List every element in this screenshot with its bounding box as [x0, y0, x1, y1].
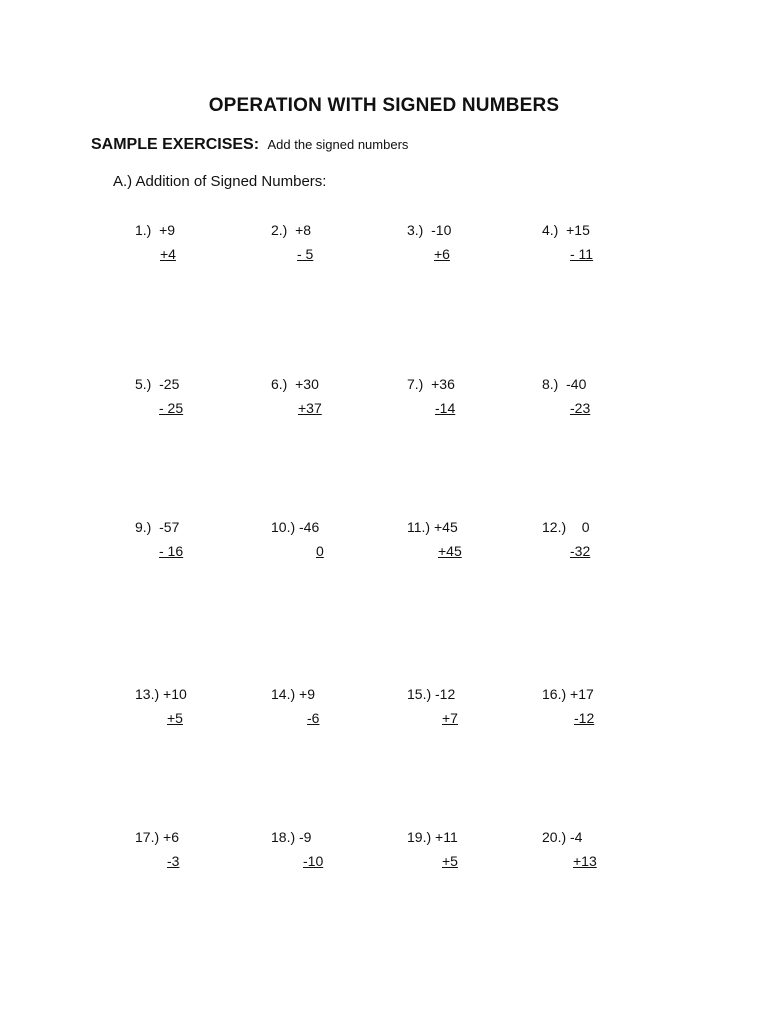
problem-number: 10.) [271, 519, 296, 535]
problem-second-operand: -14 [435, 400, 456, 416]
page-title: OPERATION WITH SIGNED NUMBERS [208, 95, 560, 116]
problem-7 [407, 372, 455, 420]
problem-first-operand: +11 [435, 829, 458, 845]
problem-12 [542, 515, 590, 563]
problem-number: 2.) [271, 222, 288, 238]
problem-first-operand: -25 [159, 376, 180, 392]
problem-8 [542, 372, 590, 420]
problem-first-operand: +10 [163, 686, 187, 702]
problem-first-operand: +6 [163, 829, 179, 845]
problem-first-operand: -40 [566, 376, 587, 392]
problem-number: 3.) [407, 222, 424, 238]
problem-second-operand: -12 [574, 710, 595, 726]
problem-number: 16.) [542, 686, 567, 702]
problem-number: 5.) [135, 376, 152, 392]
problem-number: 20.) [542, 829, 567, 845]
sample-exercises-header [91, 136, 408, 154]
problem-second-operand: 0 [316, 543, 324, 559]
problem-number: 9.) [135, 519, 152, 535]
problem-number: 12.) [542, 519, 567, 535]
problem-14 [271, 682, 319, 730]
problem-first-operand: +36 [431, 376, 455, 392]
problem-second-operand: -32 [570, 543, 591, 559]
problem-second-operand: - 16 [159, 543, 184, 559]
problem-6 [271, 372, 328, 420]
problem-first-operand: +45 [433, 519, 458, 535]
problem-first-operand: +9 [299, 686, 315, 702]
problem-second-operand: +4 [160, 246, 176, 262]
problem-number: 15.) [407, 686, 432, 702]
problem-13 [135, 682, 187, 730]
problem-second-operand: - 5 [297, 246, 314, 262]
problem-number: 1.) [135, 222, 152, 238]
problem-first-operand: -9 [299, 829, 312, 845]
problem-second-operand: -3 [167, 853, 180, 869]
problem-10 [271, 515, 330, 563]
problem-second-operand: +7 [442, 710, 458, 726]
problem-18 [271, 825, 323, 873]
problem-second-operand: +37 [298, 400, 322, 416]
problem-second-operand: +5 [442, 853, 458, 869]
problem-5 [135, 372, 183, 420]
problem-second-operand: -6 [307, 710, 320, 726]
problem-number: 13.) [135, 686, 160, 702]
problem-number: 11.) [407, 519, 431, 535]
problem-first-operand: -12 [435, 686, 456, 702]
problem-second-operand: -10 [303, 853, 324, 869]
problem-first-operand: -4 [570, 829, 583, 845]
problem-number: 6.) [271, 376, 288, 392]
problem-number: 17.) [135, 829, 160, 845]
problem-3 [407, 218, 451, 266]
problem-first-operand: -10 [431, 222, 452, 238]
problem-second-operand: -23 [570, 400, 591, 416]
problem-19 [407, 825, 458, 873]
problem-first-operand: +9 [159, 222, 176, 238]
problem-11 [407, 515, 462, 563]
problem-second-operand: - 25 [159, 400, 184, 416]
problem-number: 8.) [542, 376, 559, 392]
problem-number: 14.) [271, 686, 296, 702]
problem-second-operand: +13 [573, 853, 597, 869]
sample-exercises-instruction: Add the signed numbers [267, 137, 409, 152]
problem-number: 4.) [542, 222, 559, 238]
problem-2 [271, 218, 313, 266]
problem-20 [542, 825, 597, 873]
problem-first-operand: -46 [299, 519, 320, 535]
problem-1 [135, 218, 176, 266]
problem-number: 7.) [407, 376, 424, 392]
sample-exercises-label: SAMPLE EXERCISES: [91, 136, 260, 153]
problem-second-operand: +6 [434, 246, 450, 262]
problem-17 [135, 825, 179, 873]
problem-9 [135, 515, 187, 563]
problem-second-operand: +45 [438, 543, 462, 559]
problem-first-operand: -57 [159, 519, 180, 535]
problem-first-operand: 0 [581, 519, 590, 535]
problem-first-operand: +30 [295, 376, 319, 392]
problem-first-operand: +8 [295, 222, 312, 238]
problem-number: 19.) [407, 829, 432, 845]
problem-first-operand: +15 [566, 222, 590, 238]
problem-second-operand: - 11 [570, 246, 594, 262]
problem-16 [542, 682, 594, 730]
problem-second-operand: +5 [167, 710, 183, 726]
problem-first-operand: +17 [570, 686, 594, 702]
problem-number: 18.) [271, 829, 296, 845]
problem-15 [407, 682, 458, 730]
section-heading: A.) Addition of Signed Numbers: [113, 173, 327, 190]
problem-4 [542, 218, 593, 266]
